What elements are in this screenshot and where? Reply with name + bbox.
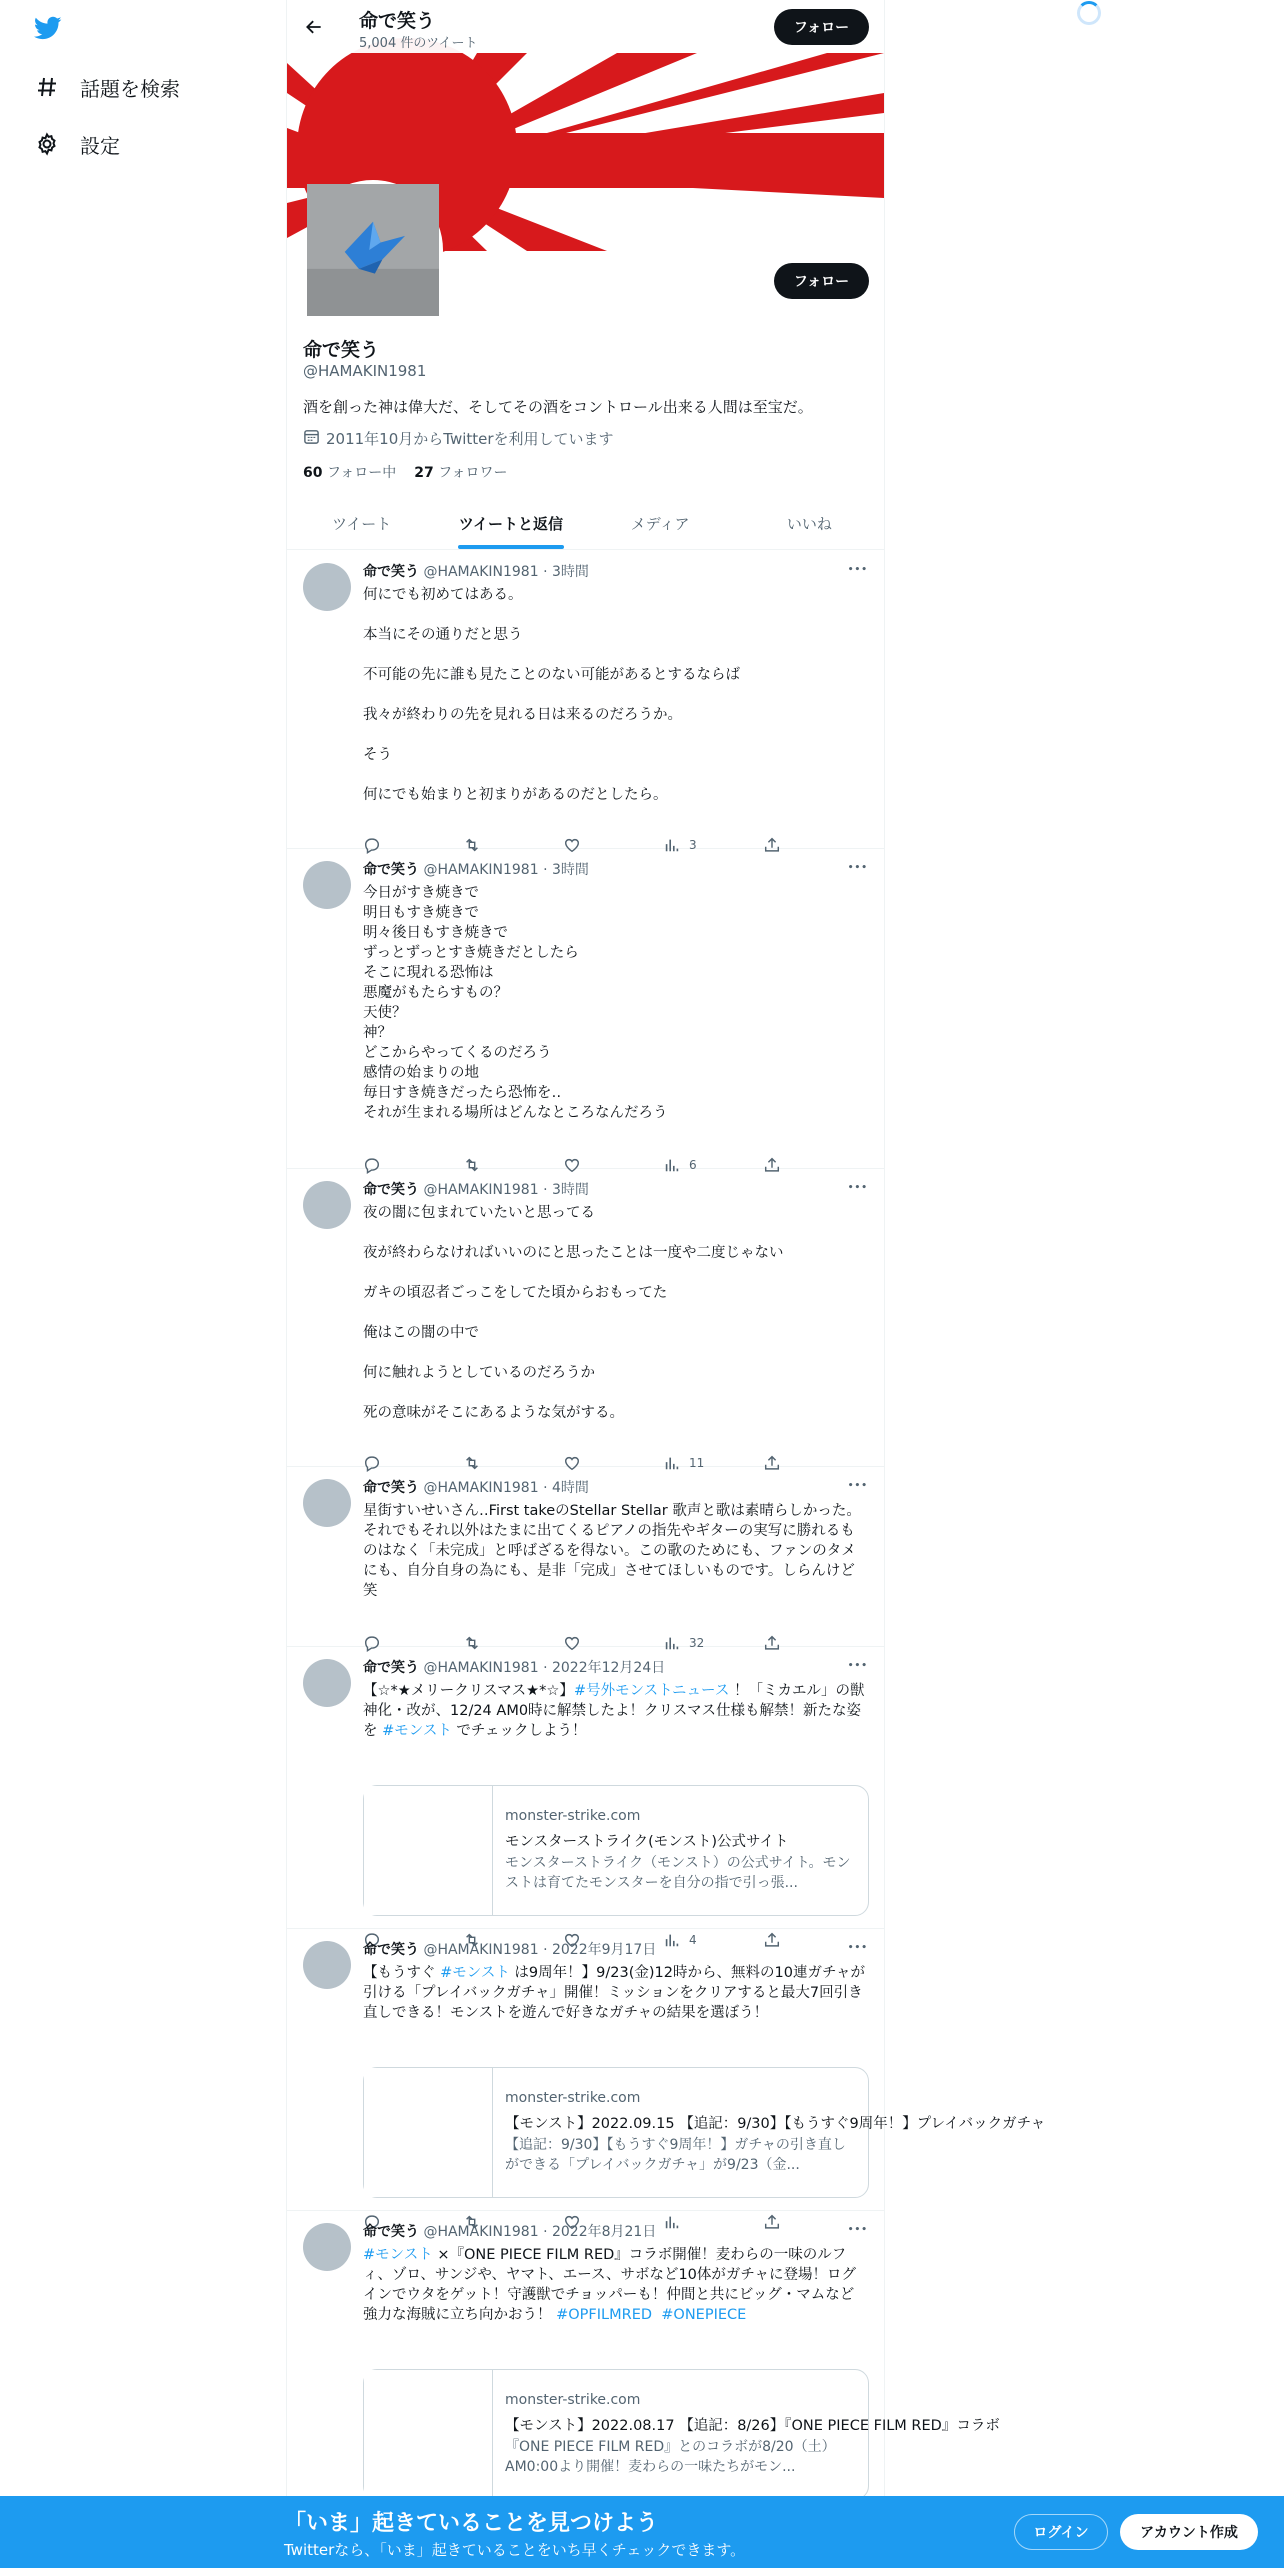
profile-tabs — [287, 497, 884, 550]
tweet-author-name[interactable]: 命で笑う — [363, 1480, 419, 1496]
hashtag-link[interactable]: #モンスト — [440, 1965, 510, 1981]
more-options-icon[interactable]: ••• — [847, 1481, 868, 1491]
view-count: 6 — [689, 1158, 697, 1172]
profile-avatar[interactable] — [303, 180, 443, 320]
tweet-time[interactable]: 2022年12月24日 — [551, 1660, 666, 1676]
view-count: 3 — [689, 838, 697, 852]
tweet-time[interactable]: 3時間 — [551, 564, 589, 580]
separator-dot: · — [538, 1660, 552, 1676]
profile-stats — [303, 462, 508, 482]
twitter-bird-icon[interactable] — [32, 14, 64, 42]
tweet-author-handle[interactable]: @HAMAKIN1981 — [419, 564, 539, 580]
text-segment: ×『ONE PIECE FILM RED』コラボ開催！麦わらの一味のルフィ、ゾロ、サンジや、ヤマト、エース、サボなど10体がガチャに登場！ログインでウタをゲット！守護獣でチョッパーも！仲間と共にビッグ・マムなど強力な海賊に立ち向かおう！ — [363, 2247, 856, 2323]
link-preview-thumbnail — [364, 2370, 493, 2499]
gear-icon — [34, 131, 60, 157]
tweet-text: 星街すいせいさん‥First takeのStellar Stellar 歌声と歌は素晴らしかった。それでもそれ以外はたまに出てくるピアノの指先やギターの実写に勝れるものはなく「未完成」と呼ばざるを得ない。この歌のためにも、ファンのタメにも、自分自身の為にも、是非「完成」させてほしいものです。しらんけど笑 — [363, 1503, 861, 1599]
tweet-text: 夜の闇に包まれていたいと思ってる 夜が終わらなければいいのにと思ったことは一度や二度じゃない ガキの頃忍者ごっこをしてた頃からおもってた 俺はこの闇の中で 何に触れようとしているのだろうか 死の意味がそこにあるような気がする。 — [363, 1205, 784, 1421]
tab-likes[interactable]: いいね — [786, 514, 832, 533]
tweet[interactable] — [287, 1467, 884, 1650]
link-preview-title: 【モンスト】2022.09.15 【追記：9/30】【もうすぐ9周年！】プレイバックガチャ — [505, 2116, 1046, 2132]
tweet-meta — [363, 1939, 656, 1959]
tweet-author-handle[interactable]: @HAMAKIN1981 — [419, 1942, 539, 1958]
following-link[interactable]: 60 フォロー中 — [303, 465, 397, 481]
more-options-icon[interactable]: ••• — [847, 565, 868, 575]
tweet-author-name[interactable]: 命で笑う — [363, 564, 419, 580]
avatar[interactable] — [303, 1659, 351, 1707]
tweet-author-name[interactable]: 命で笑う — [363, 1942, 419, 1958]
tweet[interactable] — [287, 1929, 1046, 2211]
link-preview-domain: monster-strike.com — [505, 2392, 641, 2408]
tweet-time[interactable]: 4時間 — [551, 1480, 589, 1496]
tweet-text: 何にでも初めてはある。 本当にその通りだと思う 不可能の先に誰も見たことのない可能があるとするならば 我々が終わりの先を見れる日は来るのだろうか。 そう 何にでも始まりと初まりがあるのだとしたら。 — [363, 587, 740, 803]
link-preview-domain: monster-strike.com — [505, 2090, 641, 2106]
hashtag-icon — [34, 74, 60, 100]
loading-spinner — [1077, 1, 1101, 25]
separator-dot: · — [538, 564, 552, 580]
tweet-author-name[interactable]: 命で笑う — [363, 1660, 419, 1676]
tweet-text: 今日がすき焼きで 明日もすき焼きで 明々後日もすき焼きで ずっとずっとすき焼きだとしたら そこに現れる恐怖は 悪魔がもたらすもの？ 天使？ 神？ どこからやってくるのだろう 感情の始まりの地 毎日すき焼きだったら恐怖を‥ それが生まれる場所はどんなところなんだろう — [363, 885, 668, 1121]
more-options-icon[interactable]: ••• — [847, 863, 868, 873]
tweet-meta — [363, 859, 589, 879]
tweet-author-handle[interactable]: @HAMAKIN1981 — [419, 1182, 539, 1198]
link-preview-card[interactable] — [363, 2067, 1046, 2198]
profile-joined — [303, 428, 614, 449]
view-count: 4 — [689, 1933, 697, 1947]
text-segment: でチェックしよう！ — [451, 1723, 587, 1739]
back-arrow-icon[interactable] — [301, 14, 327, 40]
tweet-time[interactable]: 3時間 — [551, 1182, 589, 1198]
text-segment — [652, 2307, 661, 2323]
tweet-meta — [363, 1657, 665, 1677]
hashtag-link[interactable]: #モンスト — [363, 2247, 433, 2263]
tweet-time[interactable]: 2022年9月17日 — [551, 1942, 657, 1958]
link-preview-card[interactable] — [363, 1785, 869, 1916]
header-tweet-count: 5,004 件のツイート — [359, 36, 478, 51]
nav-item-label: 設定 — [80, 133, 120, 158]
signup-banner-title: 「いま」起きていることを見つけよう — [284, 2511, 659, 2536]
view-count: 32 — [689, 1636, 705, 1650]
paper-crane-image — [307, 184, 439, 316]
separator-dot: · — [538, 2224, 552, 2240]
avatar[interactable] — [303, 1941, 351, 1989]
profile-column — [286, 0, 1046, 2568]
text-segment: 【もうすぐ — [363, 1965, 441, 1981]
signup-banner-subtitle: Twitterなら、「いま」起きていることをいち早くチェックできます。 — [284, 2541, 746, 2559]
header-name: 命で笑う — [359, 10, 436, 32]
avatar[interactable] — [303, 1181, 351, 1229]
header-follow-button[interactable]: フォロー — [774, 9, 869, 45]
link-preview-description: 『ONE PIECE FILM RED』とのコラボが8/20（土）AM0:00より開催！麦わらの一味たちがモン... — [505, 2439, 836, 2475]
more-options-icon[interactable]: ••• — [847, 2225, 868, 2235]
tweet[interactable] — [287, 2211, 1000, 2511]
tweet[interactable] — [287, 1647, 884, 1947]
tweet[interactable] — [287, 1169, 884, 1470]
separator-dot: · — [538, 1942, 552, 1958]
view-count: 11 — [689, 1456, 705, 1470]
separator-dot: · — [538, 1480, 552, 1496]
hashtag-link[interactable]: #ONEPIECE — [661, 2307, 747, 2323]
avatar[interactable] — [303, 563, 351, 611]
separator-dot: · — [538, 862, 552, 878]
calendar-icon — [303, 428, 320, 449]
tweet-time[interactable]: 3時間 — [551, 862, 589, 878]
profile-name: 命で笑う — [303, 339, 380, 361]
avatar[interactable] — [303, 2223, 351, 2271]
tweet-meta — [363, 1477, 589, 1497]
link-preview-thumbnail — [364, 1786, 493, 1915]
tweet-author-handle[interactable]: @HAMAKIN1981 — [419, 1660, 539, 1676]
text-segment: は9周年！】9/23(金)12時から、無料の10連ガチャが引ける「プレイバックガチャ」開催！ミッションをクリアすると最大7回引き直しできる！モンストを遊んで好きなガチャの結果を選ぼう！ — [363, 1965, 866, 2021]
profile-handle: @HAMAKIN1981 — [303, 362, 427, 380]
more-options-icon[interactable]: ••• — [847, 1943, 868, 1953]
text-segment: ！「ミカエル」の獣神化・改が、12/24 AM0時に解禁したよ！クリスマス仕様も解禁！新たな姿を — [363, 1683, 865, 1739]
tweet-meta — [363, 561, 589, 581]
avatar[interactable] — [303, 1479, 351, 1527]
tweet-author-name[interactable]: 命で笑う — [363, 1182, 419, 1198]
more-options-icon[interactable]: ••• — [847, 1661, 868, 1671]
tweet-author-handle[interactable]: @HAMAKIN1981 — [419, 1480, 539, 1496]
tweet-meta — [363, 2221, 656, 2241]
tweet-author-name[interactable]: 命で笑う — [363, 2224, 419, 2240]
nav-item-settings[interactable] — [34, 124, 120, 164]
tab-tweets-and-replies[interactable]: ツイートと返信 — [436, 497, 585, 549]
nav-item-explore[interactable] — [34, 67, 180, 107]
tweet-meta — [363, 1179, 589, 1199]
tweet-author-handle[interactable]: @HAMAKIN1981 — [419, 862, 539, 878]
tweet[interactable] — [287, 849, 884, 1172]
link-preview-thumbnail — [364, 2068, 493, 2197]
text-segment: 【☆*★メリークリスマス★*☆】 — [363, 1683, 574, 1699]
profile-header — [287, 0, 884, 53]
hashtag-link[interactable]: #号外モンストニュース — [573, 1683, 730, 1699]
tab-media[interactable]: メディア — [630, 514, 690, 533]
joined-text: 2011年10月からTwitterを利用しています — [326, 430, 614, 448]
profile-bio: 酒を創った神は偉大だ、そしてその酒をコントロール出来る人間は至宝だ。 — [303, 398, 813, 416]
link-preview-title: モンスターストライク(モンスト)公式サイト — [505, 1834, 789, 1850]
profile-follow-button[interactable]: フォロー — [774, 263, 869, 299]
hashtag-link[interactable]: #モンスト — [382, 1723, 452, 1739]
link-preview-description: 【追記：9/30】【もうすぐ9周年！】ガチャの引き直しができる「プレイバックガチャ」が9/23（金... — [505, 2137, 846, 2173]
tweet-author-name[interactable]: 命で笑う — [363, 862, 419, 878]
avatar[interactable] — [303, 861, 351, 909]
tweet-text — [363, 2245, 868, 2325]
tweet-text — [363, 1681, 868, 1741]
link-preview-title: 【モンスト】2022.08.17 【追記：8/26】『ONE PIECE FILM RED』コラボ — [505, 2418, 1000, 2434]
more-options-icon[interactable]: ••• — [847, 1183, 868, 1193]
tweet-author-handle[interactable]: @HAMAKIN1981 — [419, 2224, 539, 2240]
login-button[interactable]: ログイン — [1014, 2514, 1108, 2550]
link-preview-description: モンスターストライク（モンスト）の公式サイト。モンストは育てたモンスターを自分の指で引っ張... — [505, 1855, 851, 1891]
tweet[interactable] — [287, 551, 884, 852]
tweet-text — [363, 1963, 868, 2023]
link-preview-domain: monster-strike.com — [505, 1808, 641, 1824]
link-preview-card[interactable] — [363, 2369, 1000, 2500]
signup-button[interactable]: アカウント作成 — [1120, 2514, 1258, 2550]
nav-item-label: 話題を検索 — [80, 76, 180, 101]
signup-banner — [0, 2496, 1284, 2568]
tweet-time[interactable]: 2022年8月21日 — [551, 2224, 657, 2240]
tab-tweets[interactable]: ツイート — [331, 514, 392, 533]
hashtag-link[interactable]: #OPFILMRED — [556, 2307, 653, 2323]
separator-dot: · — [538, 1182, 552, 1198]
followers-link[interactable]: 27 フォロワー — [414, 465, 508, 481]
